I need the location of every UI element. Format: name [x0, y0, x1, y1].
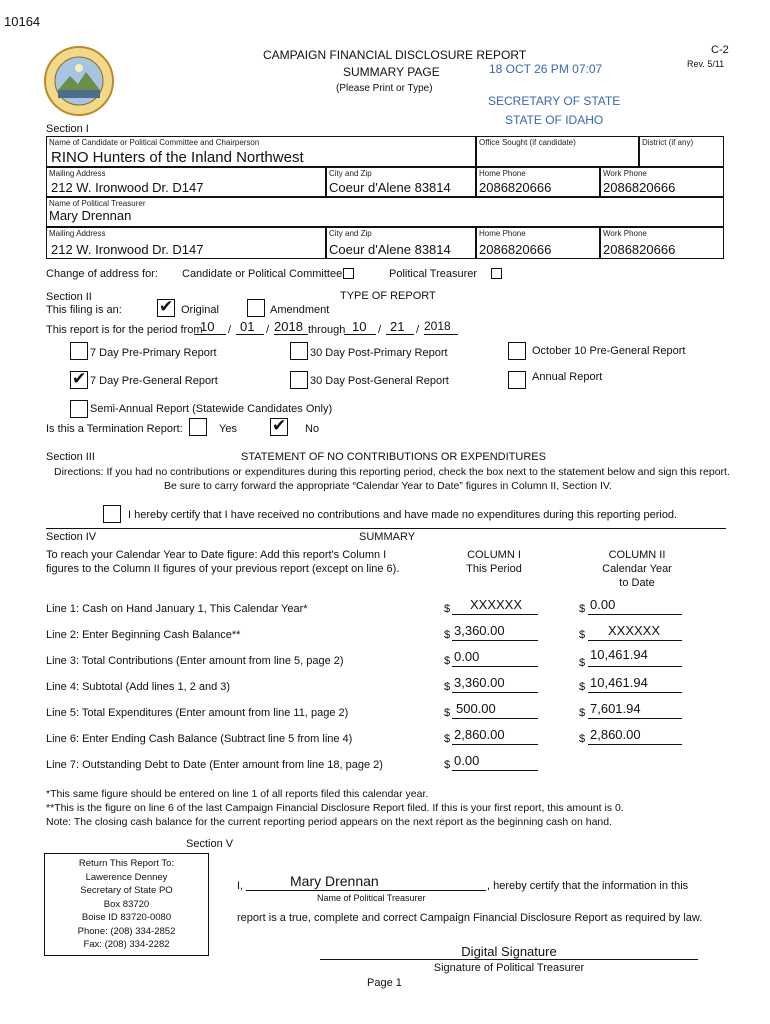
date-separator: /: [378, 324, 382, 336]
amendment-checkbox[interactable]: [247, 299, 265, 317]
line-6-column-1-value: 2,860.00: [454, 727, 505, 742]
treasurer-name-field[interactable]: [246, 873, 486, 891]
home-phone-2-label: Home Phone: [479, 229, 526, 238]
section-3-label: Section III: [46, 451, 95, 463]
report-subtitle: SUMMARY PAGE: [343, 65, 440, 79]
signature-line: [320, 959, 698, 960]
home-phone-2-cell: [476, 227, 600, 259]
return-address-line: Box 83720: [103, 898, 150, 910]
from-month-value: 10: [200, 319, 215, 334]
line-6-column-1-field[interactable]: [452, 727, 538, 745]
work-phone-2-cell: [600, 227, 724, 259]
to-month-value: 10: [352, 319, 367, 334]
certify-text-2: report is a true, complete and correct Campaign Financial Disclosure Report as required by law.: [237, 912, 703, 924]
stamp-office-2: STATE OF IDAHO: [505, 113, 604, 127]
document-number: 10164: [4, 14, 41, 29]
change-treasurer-label: Political Treasurer: [389, 268, 478, 280]
line-3-column-1-value: 0.00: [454, 649, 480, 664]
date-separator: /: [228, 324, 232, 336]
column-1-heading: COLUMN I: [467, 549, 521, 561]
section-3-directions-1: Directions: If you had no contributions or expenditures during this reporting period, check the box next to the statement below and sign this report.: [54, 466, 730, 478]
dollar-sign: $: [444, 707, 451, 719]
mailing-address-2-value[interactable]: 212 W. Ironwood Dr. D147: [51, 242, 204, 257]
line-5-column-1-field[interactable]: [452, 701, 538, 719]
column-2-heading: COLUMN II: [608, 549, 666, 561]
mailing-address-2-cell: [46, 227, 326, 259]
work-phone-1-value[interactable]: 2086820666: [603, 180, 676, 195]
office-sought-cell[interactable]: [476, 136, 639, 167]
line-2-column-2-field[interactable]: [588, 623, 682, 641]
section-4-heading: SUMMARY: [359, 531, 416, 543]
home-phone-1-value[interactable]: 2086820666: [479, 180, 552, 195]
line-7-column-1-value: 0.00: [454, 753, 480, 768]
line-5-column-2-value: 7,601.94: [590, 701, 641, 716]
line-5-column-2-field[interactable]: [588, 701, 682, 719]
return-address-line: Fax: (208) 334-2282: [83, 939, 170, 950]
dollar-sign: $: [579, 657, 586, 669]
pre-general-7-checkbox[interactable]: [70, 371, 88, 389]
treasurer-certify-name: Mary Drennan: [290, 873, 379, 889]
pre-general-7-label: 7 Day Pre-General Report: [90, 375, 218, 387]
home-phone-1-label: Home Phone: [479, 169, 526, 178]
column-2-subheading: Calendar Year: [602, 563, 672, 575]
dollar-sign: $: [579, 603, 586, 615]
dollar-sign: $: [444, 629, 451, 641]
district-cell[interactable]: [639, 136, 724, 167]
line-6-column-2-value: 2,860.00: [590, 727, 641, 742]
report-title: CAMPAIGN FINANCIAL DISCLOSURE REPORT: [263, 48, 527, 62]
dollar-sign: $: [444, 733, 451, 745]
termination-no-checkbox[interactable]: [270, 418, 288, 436]
treasurer-name-label: Name of Political Treasurer: [49, 199, 146, 208]
footnote-3: Note: The closing cash balance for the current reporting period appears on the next report as the beginning cash on hand.: [46, 816, 613, 828]
period-label: This report is for the period from: [46, 324, 203, 336]
line-1-column-1-field[interactable]: [452, 597, 538, 615]
section-5-label: Section V: [186, 838, 234, 850]
return-address-line: Return This Report To:: [78, 858, 175, 869]
return-address-line: Secretary of State PO: [80, 885, 173, 896]
change-committee-checkbox[interactable]: [343, 268, 354, 279]
divider: [46, 528, 726, 529]
type-of-report-label: TYPE OF REPORT: [340, 290, 436, 302]
post-primary-30-label: 30 Day Post-Primary Report: [310, 347, 448, 359]
treasurer-name-value[interactable]: Mary Drennan: [49, 208, 132, 223]
termination-yes-checkbox[interactable]: [189, 418, 207, 436]
line-4-column-2-field[interactable]: [588, 675, 682, 693]
home-phone-2-value[interactable]: 2086820666: [479, 242, 552, 257]
dollar-sign: $: [444, 655, 451, 667]
to-month-field[interactable]: [344, 320, 376, 335]
city-zip-2-label: City and Zip: [329, 229, 372, 238]
summary-line-label: Line 1: Cash on Hand January 1, This Calendar Year*: [46, 603, 308, 615]
post-general-30-checkbox[interactable]: [290, 371, 308, 389]
from-year-value: 2018: [274, 319, 303, 334]
return-address-line: Boise ID 83720-0080: [81, 912, 172, 923]
summary-instruction-2: figures to the Column II figures of your previous report (except on line 6).: [46, 563, 400, 575]
summary-line-label: Line 6: Enter Ending Cash Balance (Subtract line 5 from line 4): [46, 733, 353, 745]
amendment-label: Amendment: [270, 304, 330, 316]
work-phone-2-label: Work Phone: [603, 229, 647, 238]
line-3-column-2-value: 10,461.94: [590, 647, 648, 662]
dollar-sign: $: [579, 629, 586, 641]
section-3-heading: STATEMENT OF NO CONTRIBUTIONS OR EXPENDITURES: [241, 451, 546, 463]
termination-no-label: No: [305, 423, 320, 435]
line-4-column-1-value: 3,360.00: [454, 675, 505, 690]
line-1-column-2-field[interactable]: [588, 597, 682, 615]
footnote-2: **This is the figure on line 6 of the last Campaign Financial Disclosure Report filed. If this is your first report, this amount is 0.: [46, 802, 624, 814]
to-year-field[interactable]: [424, 320, 458, 335]
mailing-address-2-label: Mailing Address: [49, 229, 106, 238]
semi-annual-checkbox[interactable]: [70, 400, 88, 418]
column-2-subheading-2: to Date: [619, 577, 655, 589]
form-code: C-2: [711, 44, 729, 56]
digital-signature-value[interactable]: Digital Signature: [461, 944, 557, 959]
dollar-sign: $: [444, 681, 451, 693]
certify-i-label: I,: [237, 880, 244, 892]
city-zip-1-label: City and Zip: [329, 169, 372, 178]
termination-yes-label: Yes: [219, 423, 237, 435]
date-separator: /: [416, 324, 420, 336]
line-1-column-2-value: 0.00: [590, 597, 616, 612]
district-label: District (if any): [642, 138, 694, 147]
section-2-label: Section II: [46, 291, 92, 303]
footnote-1: *This same figure should be entered on line 1 of all reports filed this calendar year.: [46, 788, 429, 800]
october-pre-general-label: October 10 Pre-General Report: [532, 345, 686, 357]
summary-line-label: Line 2: Enter Beginning Cash Balance**: [46, 629, 241, 641]
pre-primary-7-label: 7 Day Pre-Primary Report: [90, 347, 217, 359]
treasurer-name-cell: [46, 197, 724, 227]
from-month-field[interactable]: [194, 320, 226, 335]
line-1-column-1-value: XXXXXX: [470, 597, 523, 612]
return-address-line: Lawerence Denney: [85, 871, 168, 883]
summary-line-label: Line 7: Outstanding Debt to Date (Enter amount from line 18, page 2): [46, 759, 383, 771]
city-zip-2-cell: [326, 227, 476, 259]
work-phone-2-value[interactable]: 2086820666: [603, 242, 676, 257]
line-7-column-1-field[interactable]: [452, 753, 538, 771]
mailing-address-1-label: Mailing Address: [49, 169, 106, 178]
dollar-sign: $: [579, 733, 586, 745]
dollar-sign: $: [579, 707, 586, 719]
candidate-name-cell: [46, 136, 476, 167]
october-pre-general-checkbox[interactable]: [508, 342, 526, 360]
summary-line-label: Line 4: Subtotal (Add lines 1, 2 and 3): [46, 681, 231, 693]
return-address-line: Phone: (208) 334-2852: [77, 925, 176, 937]
from-day-value: 01: [240, 319, 255, 334]
line-2-column-1-value: 3,360.00: [454, 623, 505, 638]
line-6-column-2-field[interactable]: [588, 727, 682, 745]
office-sought-label: Office Sought (if candidate): [479, 138, 576, 147]
summary-line-label: Line 5: Total Expenditures (Enter amount from line 11, page 2): [46, 707, 349, 719]
change-treasurer-checkbox[interactable]: [491, 268, 502, 279]
state-seal-icon: [44, 46, 114, 116]
certify-text-1: , hereby certify that the information in this: [487, 880, 689, 892]
city-zip-2-value[interactable]: Coeur d'Alene 83814: [329, 242, 451, 257]
print-note: (Please Print or Type): [336, 83, 433, 94]
column-1-subheading: This Period: [466, 563, 522, 575]
candidate-name-label: Name of Candidate or Political Committee and Chairperson: [49, 138, 260, 147]
pre-primary-7-checkbox[interactable]: [70, 342, 88, 360]
line-4-column-1-field[interactable]: [452, 675, 538, 693]
summary-instruction-1: To reach your Calendar Year to Date figure: Add this report's Column I: [46, 549, 387, 561]
received-stamp: 18 OCT 26 PM 07:07: [489, 62, 603, 76]
work-phone-1-cell: [600, 167, 724, 197]
date-separator: /: [266, 324, 270, 336]
candidate-name-value[interactable]: RINO Hunters of the Inland Northwest: [51, 149, 304, 166]
page-number: Page 1: [367, 977, 402, 989]
work-phone-1-label: Work Phone: [603, 169, 647, 178]
no-activity-certify-label: I hereby certify that I have received no contributions and have made no expenditures during this reporting period.: [128, 509, 678, 521]
from-year-field[interactable]: [274, 320, 308, 335]
change-committee-label: Candidate or Political Committee: [182, 268, 343, 280]
annual-report-label: Annual Report: [532, 371, 603, 383]
stamp-office-1: SECRETARY OF STATE: [488, 94, 621, 108]
mailing-address-1-cell: [46, 167, 326, 197]
filing-label: This filing is an:: [46, 304, 122, 316]
section-4-label: Section IV: [46, 531, 97, 543]
check-icon: ✔: [159, 297, 174, 316]
semi-annual-label: Semi-Annual Report (Statewide Candidates Only): [90, 403, 333, 415]
line-3-column-1-field[interactable]: [452, 649, 538, 667]
post-general-30-label: 30 Day Post-General Report: [310, 375, 449, 387]
termination-label: Is this a Termination Report:: [46, 423, 183, 435]
dollar-sign: $: [444, 603, 451, 615]
post-primary-30-checkbox[interactable]: [290, 342, 308, 360]
line-5-column-1-value: 500.00: [456, 701, 496, 716]
revision: Rev. 5/11: [687, 59, 725, 69]
no-activity-checkbox[interactable]: [103, 505, 121, 523]
original-label: Original: [181, 304, 219, 316]
to-day-value: 21: [390, 319, 405, 334]
section-3-directions-2: Be sure to carry forward the appropriate “Calendar Year to Date” figures in Column II, Section IV.: [164, 480, 612, 492]
line-2-column-1-field[interactable]: [452, 623, 538, 641]
line-2-column-2-value: XXXXXX: [608, 623, 661, 638]
return-address-box: [44, 853, 209, 956]
city-zip-1-cell: [326, 167, 476, 197]
line-4-column-2-value: 10,461.94: [590, 675, 648, 690]
mailing-address-1-value[interactable]: 212 W. Ironwood Dr. D147: [51, 180, 204, 195]
signature-caption: Signature of Political Treasurer: [433, 962, 585, 974]
section-1-label: Section I: [46, 123, 89, 135]
treasurer-name-caption: Name of Political Treasurer: [317, 893, 426, 903]
original-checkbox[interactable]: [157, 299, 175, 317]
check-icon: ✔: [272, 416, 287, 435]
dollar-sign: $: [579, 681, 586, 693]
through-label: through: [308, 324, 346, 336]
annual-report-checkbox[interactable]: [508, 371, 526, 389]
check-icon: ✔: [72, 369, 87, 388]
line-3-column-2-field[interactable]: [588, 647, 682, 667]
summary-line-label: Line 3: Total Contributions (Enter amount from line 5, page 2): [46, 655, 344, 667]
change-address-label: Change of address for:: [46, 268, 158, 280]
to-day-field[interactable]: [386, 320, 414, 335]
to-year-value: 2018: [424, 319, 451, 333]
city-zip-1-value[interactable]: Coeur d'Alene 83814: [329, 180, 451, 195]
dollar-sign: $: [444, 759, 451, 771]
from-day-field[interactable]: [236, 320, 264, 335]
home-phone-1-cell: [476, 167, 600, 197]
